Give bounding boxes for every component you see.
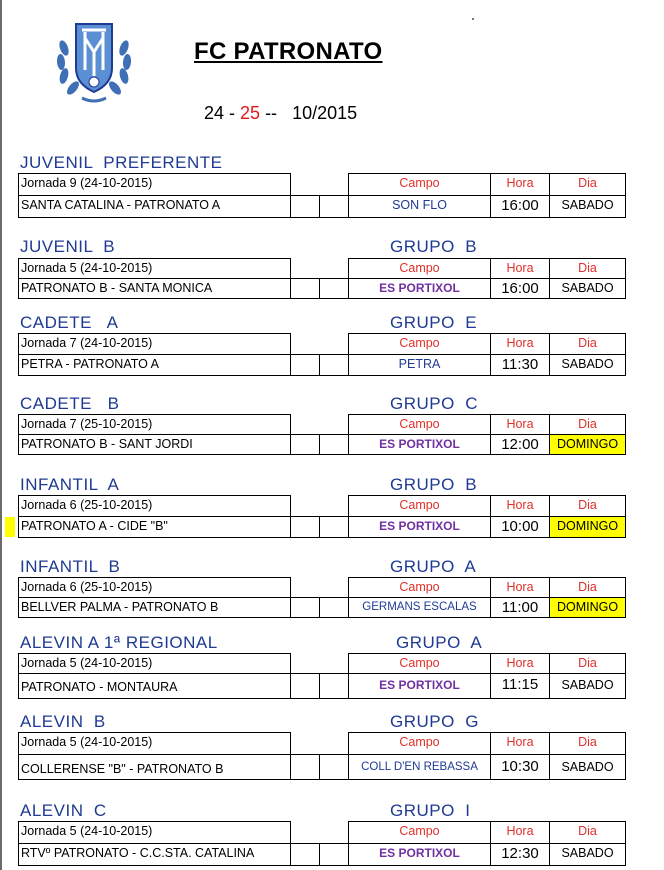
match-name: PATRONATO B - SANT JORDI (18, 434, 291, 455)
blank-cell (319, 195, 349, 218)
blank-cell (290, 516, 320, 538)
match-name: BELLVER PALMA - PATRONATO B (18, 597, 291, 618)
section-title: ALEVIN B (20, 712, 106, 731)
hora-value: 16:00 (490, 195, 550, 218)
match-name: SANTA CATALINA - PATRONATO A (18, 195, 291, 218)
hora-header: Hora (490, 495, 550, 517)
campo-value: ES PORTIXOL (348, 278, 491, 299)
section-group: GRUPO A (390, 557, 477, 576)
dia-value: SABADO (549, 354, 626, 376)
section-title: CADETE A (20, 313, 119, 332)
dia-header: Dia (549, 333, 626, 355)
section-group: GRUPO A (396, 633, 483, 652)
hora-value: 12:30 (490, 843, 550, 866)
dia-header: Dia (549, 258, 626, 279)
campo-header: Campo (348, 577, 491, 598)
date-day1: 24 (204, 103, 225, 123)
jornada-label: Jornada 5 (24-10-2015) (18, 653, 291, 674)
blank-cell (319, 434, 349, 455)
blank-cell (290, 354, 320, 376)
dia-header: Dia (549, 653, 626, 674)
blank-cell (290, 278, 320, 299)
dia-value: SABADO (549, 278, 626, 299)
campo-value: GERMANS ESCALAS (348, 597, 491, 618)
hora-header: Hora (490, 577, 550, 598)
section-group: GRUPO I (390, 801, 471, 820)
hora-header: Hora (490, 258, 550, 279)
hora-header: Hora (490, 333, 550, 355)
club-crest-icon (52, 18, 136, 104)
blank-cell (319, 754, 349, 780)
match-name: RTVº PATRONATO - C.C.STA. CATALINA (18, 843, 291, 866)
blank-cell (319, 278, 349, 299)
dia-header: Dia (549, 821, 626, 844)
blank-cell (290, 754, 320, 780)
match-name: PATRONATO A - CIDE "B" (18, 516, 291, 538)
dia-value: SABADO (549, 843, 626, 866)
blank-cell (319, 843, 349, 866)
hora-header: Hora (490, 173, 550, 196)
hora-header: Hora (490, 732, 550, 755)
campo-header: Campo (348, 653, 491, 674)
hora-header: Hora (490, 653, 550, 674)
campo-header: Campo (348, 495, 491, 517)
jornada-label: Jornada 7 (24-10-2015) (18, 333, 291, 355)
dia-header: Dia (549, 577, 626, 598)
blank-cell (290, 843, 320, 866)
dia-header: Dia (549, 173, 626, 196)
section-title: INFANTIL A (20, 475, 120, 494)
date-day2: 25 (240, 103, 261, 123)
hora-value: 12:00 (490, 434, 550, 455)
jornada-label: Jornada 5 (24-10-2015) (18, 821, 291, 844)
jornada-label: Jornada 5 (24-10-2015) (18, 258, 291, 279)
match-name: PATRONATO - MONTAURA (18, 673, 291, 699)
blank-cell (290, 195, 320, 218)
section-title: CADETE B (20, 394, 120, 413)
section-title: INFANTIL B (20, 557, 121, 576)
campo-header: Campo (348, 821, 491, 844)
hora-header: Hora (490, 414, 550, 435)
match-name: PATRONATO B - SANTA MONICA (18, 278, 291, 299)
section-title: ALEVIN A 1ª REGIONAL (20, 633, 218, 652)
campo-value: ES PORTIXOL (348, 434, 491, 455)
campo-value: ES PORTIXOL (348, 673, 491, 699)
hora-value: 16:00 (490, 278, 550, 299)
campo-header: Campo (348, 333, 491, 355)
jornada-label: Jornada 6 (25-10-2015) (18, 577, 291, 598)
jornada-label: Jornada 9 (24-10-2015) (18, 173, 291, 196)
hora-value: 11:15 (490, 673, 550, 699)
section-group: GRUPO B (390, 475, 478, 494)
campo-value: PETRA (348, 354, 491, 376)
hora-value: 10:00 (490, 516, 550, 538)
page-edge (0, 0, 2, 870)
dia-value: DOMINGO (549, 434, 626, 455)
dia-value: DOMINGO (549, 516, 626, 538)
jornada-label: Jornada 7 (25-10-2015) (18, 414, 291, 435)
speck (472, 18, 474, 20)
jornada-label: Jornada 5 (24-10-2015) (18, 732, 291, 755)
campo-header: Campo (348, 414, 491, 435)
section-title: ALEVIN C (20, 801, 107, 820)
blank-cell (319, 354, 349, 376)
dia-value: DOMINGO (549, 597, 626, 618)
match-name: PETRA - PATRONATO A (18, 354, 291, 376)
blank-cell (290, 673, 320, 699)
blank-cell (290, 597, 320, 618)
dia-header: Dia (549, 414, 626, 435)
campo-value: COLL D'EN REBASSA (348, 754, 491, 780)
campo-value: ES PORTIXOL (348, 516, 491, 538)
date-sep1: - (224, 103, 241, 123)
blank-cell (319, 673, 349, 699)
hora-header: Hora (490, 821, 550, 844)
section-group: GRUPO B (390, 237, 478, 256)
row-highlight-marker (5, 517, 15, 537)
hora-value: 11:00 (490, 597, 550, 618)
dia-header: Dia (549, 495, 626, 517)
section-group: GRUPO C (390, 394, 479, 413)
dia-value: SABADO (549, 754, 626, 780)
campo-header: Campo (348, 258, 491, 279)
section-group: GRUPO E (390, 313, 478, 332)
blank-cell (290, 434, 320, 455)
campo-header: Campo (348, 732, 491, 755)
campo-value: SON FLO (348, 195, 491, 218)
dia-value: SABADO (549, 195, 626, 218)
date-sep2: -- (260, 103, 283, 123)
match-name: COLLERENSE "B" - PATRONATO B (18, 754, 291, 780)
jornada-label: Jornada 6 (25-10-2015) (18, 495, 291, 517)
hora-value: 10:30 (490, 754, 550, 780)
campo-header: Campo (348, 173, 491, 196)
dia-value: SABADO (549, 673, 626, 699)
campo-value: ES PORTIXOL (348, 843, 491, 866)
section-title: JUVENIL PREFERENTE (20, 153, 223, 172)
dia-header: Dia (549, 732, 626, 755)
blank-cell (319, 597, 349, 618)
page-title: FC PATRONATO (194, 38, 383, 65)
date-range (204, 103, 357, 124)
section-group: GRUPO G (390, 712, 480, 731)
blank-cell (319, 516, 349, 538)
date-month: 10/2015 (292, 103, 358, 123)
hora-value: 11:30 (490, 354, 550, 376)
section-title: JUVENIL B (20, 237, 116, 256)
